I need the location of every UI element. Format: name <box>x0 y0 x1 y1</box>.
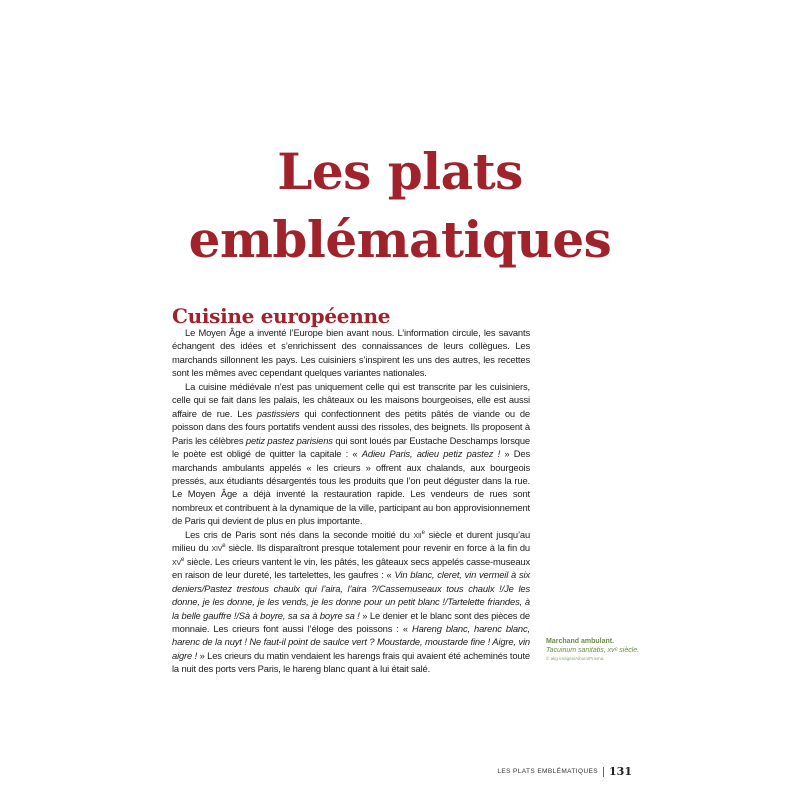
text-run: qui confectionnent des petits pâtés de viande ou de poisson dans des fours portatifs vendent aussi des rissoles, des beignets. Ils proposent à Paris les célèbres <box>172 407 530 446</box>
text-run: xiv <box>211 542 223 554</box>
footer-separator <box>603 767 604 777</box>
page-footer <box>497 765 632 778</box>
text-run: siècle. Ils disparaîtront presque totalement pour revenir en force à la fin du <box>225 542 530 554</box>
image-caption <box>546 637 646 663</box>
text-run: pastissiers <box>256 407 300 419</box>
text-run: e <box>181 556 185 563</box>
body-paragraph <box>172 326 530 380</box>
body-text <box>172 326 530 676</box>
text-run: Le Moyen Âge a inventé l’Europe bien avant nous. L’information circule, les savants échangent des idées et s’enrichissent des connaissances de leurs collègues. Les marchands sillonnent les pays. Les cuisiniers s’inspirent les uns des autres, les recettes sont les mêmes avec cependant quelques variantes nationales. <box>172 327 530 379</box>
text-run: e <box>421 529 425 536</box>
text-run: siècle et durent jusqu’au milieu du <box>172 528 531 554</box>
caption-title: Marchand ambulant. <box>546 638 615 645</box>
text-run: Adieu Paris, adieu petiz pastez ! <box>361 448 501 460</box>
text-run: » Des marchands ambulants appelés « les crieurs » offrent aux chalands, aux bourgeois pressés, aux étudiants désargentés tous les produits que l’on peut déguster dans la rue. Le Moyen Âge a déjà inventé la restauration rapide. Les vendeurs de rues sont nombreux et contribuent à la dynamique de la ville, participant au bon approvisionnement de Paris qui devient de plus en plus importante. <box>172 448 530 527</box>
caption-credit: © akg-images/Album/Prisma. <box>546 656 605 661</box>
running-head: LES PLATS EMBLÉMATIQUES <box>497 768 599 775</box>
text-run: Vin blanc, cleret, vin vermeil à six deniers/Pastez trestous chaulx qui l’aira, l’aira ?/Cassemuseaux tous chaulx !/Je les donne, je les donne, je les vends, je les donne pour un petit blanc !/Tartelette friandes, à la belle gauffre !/Sà à boyre, sa sa à boyre sa ! <box>172 569 530 621</box>
page-title-line-1: Les plats <box>277 141 523 201</box>
text-run: » Les crieurs du matin vendaient les harengs frais qui avaient été acheminés toute la nuit des ports vers Paris, le hareng blanc quant à lui était salé. <box>172 649 530 675</box>
text-run: petiz pastez parisiens <box>245 434 333 446</box>
page-title-line-2: emblématiques <box>188 209 612 269</box>
text-run: xv <box>172 555 182 567</box>
text-run: e <box>222 543 226 550</box>
caption-subtitle: Tacuinum sanitatis, xvᵉ siècle. <box>546 647 640 654</box>
section-heading: Cuisine européenne <box>172 303 391 328</box>
body-paragraph <box>172 380 530 528</box>
text-run: qui sont loués par Eustache Deschamps lorsque le poète est obligé de quitter la capitale : « <box>172 434 530 460</box>
page-title <box>150 138 650 274</box>
text-run: Les cris de Paris sont nés dans la seconde moitié du <box>185 528 414 540</box>
text-run: » Le denier et le blanc sont des pièces de monnaie. Les crieurs font aussi l’éloge des poissons : « <box>172 609 530 634</box>
text-run: Hareng blanc, harenc blanc, harenc de la nuyt ! Ne faut-il point de saulce vert ? Moustarde, moustarde fine ! Aigre, vin aigre ! <box>172 622 530 661</box>
page-number: 131 <box>609 765 632 778</box>
text-run: siècle. Les crieurs vantent le vin, les pâtés, les gâteaux secs appelés casse-museaux en raison de leur dureté, les tartelettes, les gaufres : « <box>172 555 530 581</box>
text-run: La cuisine médiévale n’est pas uniquement celle qui est transcrite par les cuisiniers, celle qui se fait dans les palais, les châteaux ou les maisons bourgeoises, elle est aussi affaire de rue. Les <box>172 380 530 419</box>
text-run: xii <box>413 528 422 540</box>
body-paragraph <box>172 528 530 676</box>
